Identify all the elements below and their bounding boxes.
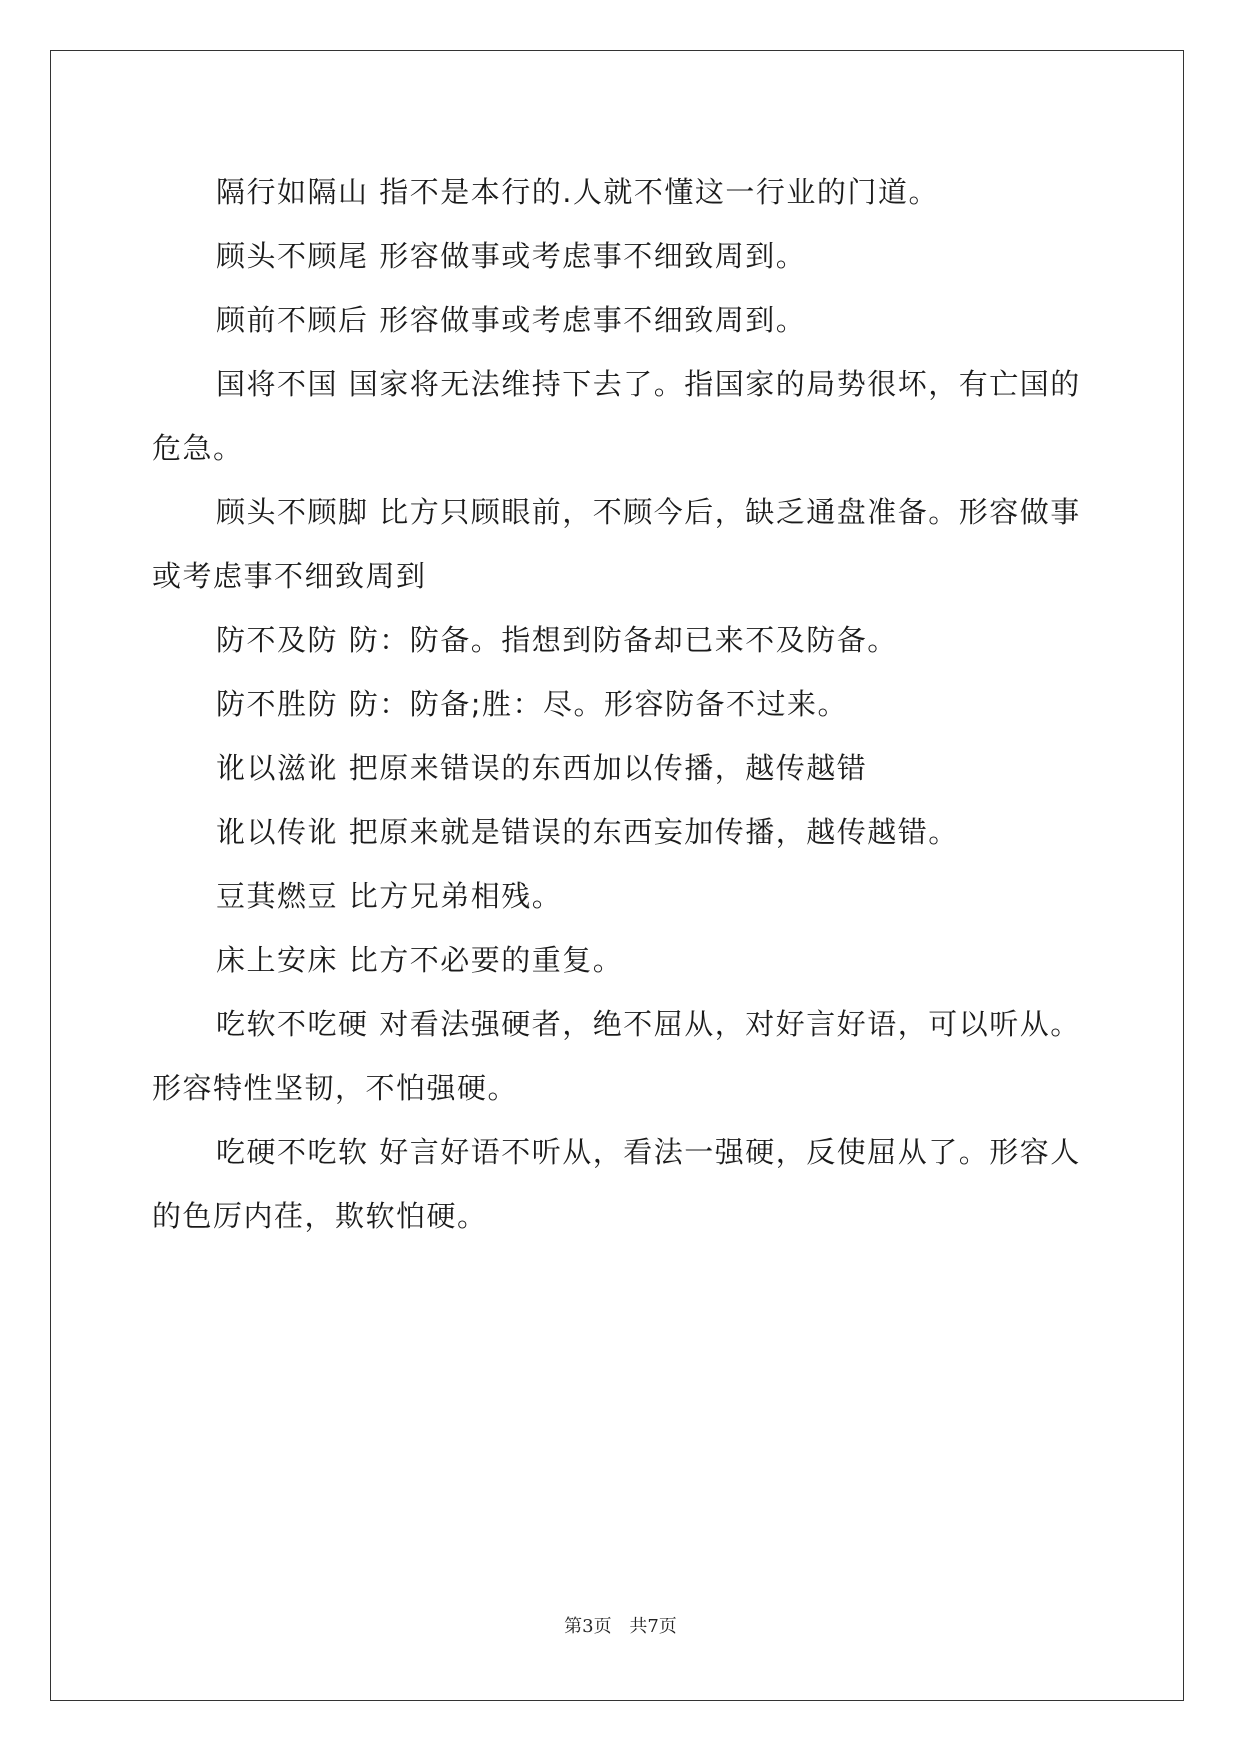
paragraph: 隔行如隔山 指不是本行的.人就不懂这一行业的门道。 [216,175,939,209]
paragraph: 国将不国 国家将无法维持下去了。指国家的局势很坏，有亡国的危急。 [152,367,1081,465]
paragraph: 床上安床 比方不必要的重复。 [216,943,624,977]
paragraph: 防不及防 防：防备。指想到防备却已来不及防备。 [216,623,898,657]
page-footer [0,1612,1241,1638]
paragraph: 顾前不顾后 形容做事或考虑事不细致周到。 [216,303,807,337]
page-number: 第3页 [564,1616,612,1637]
paragraph: 吃硬不吃软 好言好语不听从，看法一强硬，反使屈从了。形容人的色厉内荏，欺软怕硬。 [152,1135,1081,1233]
paragraph: 吃软不吃硬 对看法强硬者，绝不屈从，对好言好语，可以听从。形容特性坚韧，不怕强硬。 [152,1007,1081,1105]
paragraph: 讹以传讹 把原来就是错误的东西妄加传播，越传越错。 [216,815,959,849]
paragraph: 讹以滋讹 把原来错误的东西加以传播，越传越错 [216,751,868,785]
page-total: 共7页 [629,1616,677,1637]
paragraph: 顾头不顾尾 形容做事或考虑事不细致周到。 [216,239,807,273]
paragraph: 豆萁燃豆 比方兄弟相残。 [216,879,563,913]
paragraph: 顾头不顾脚 比方只顾眼前，不顾今后，缺乏通盘准备。形容做事或考虑事不细致周到 [152,495,1081,593]
paragraph: 防不胜防 防：防备;胜：尽。形容防备不过来。 [216,687,848,721]
document-body [152,160,1092,1248]
